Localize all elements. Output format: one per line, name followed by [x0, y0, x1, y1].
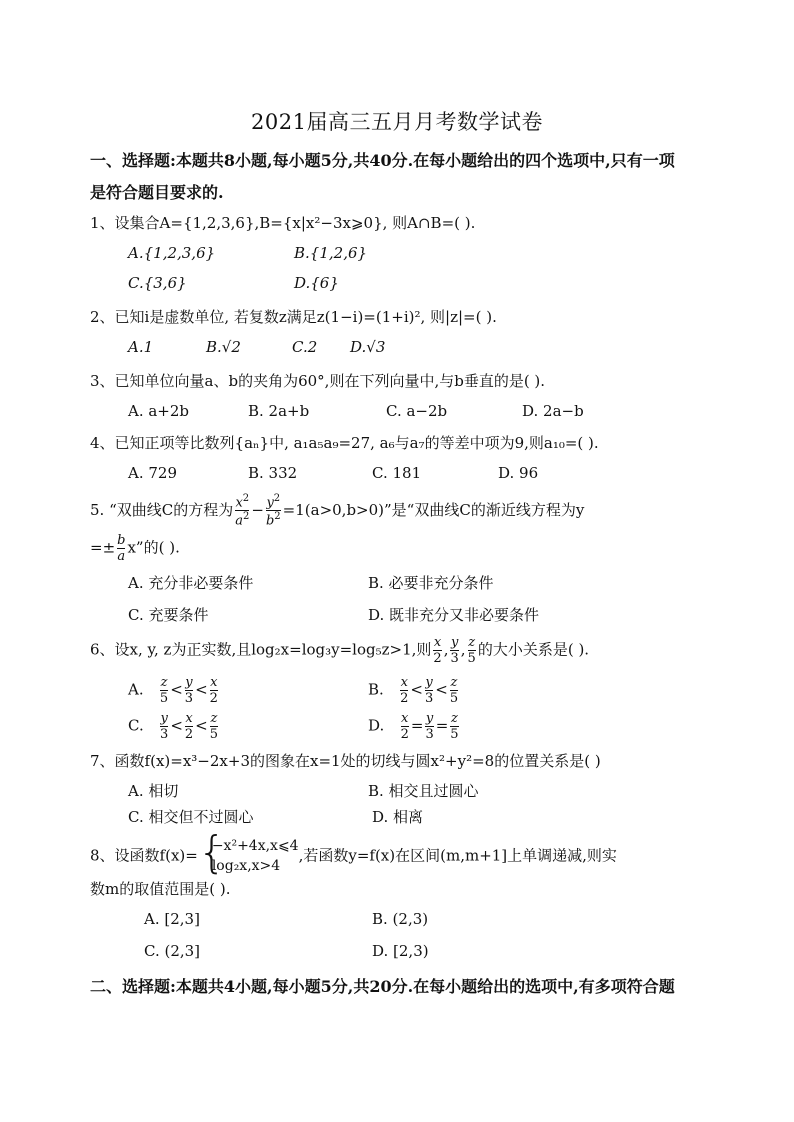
- question-7-option-d: D. 相离: [372, 808, 424, 826]
- section-1-instructions-line-2: 是符合题目要求的.: [90, 183, 224, 202]
- question-4-option-b: B. 332: [248, 464, 298, 482]
- question-6-stem-part-a: 6、设x, y, z为正实数,且log₂x=log₃y=log₅z>1,则: [90, 640, 432, 659]
- question-2-option-a: A.1: [128, 338, 154, 356]
- question-2-stem: 2、已知i是虚数单位, 若复数z满足z(1−i)=(1+i)², 则|z|=( ).: [90, 308, 497, 326]
- question-4-option-a: A. 729: [128, 464, 177, 482]
- fraction-x-over-2: $\frac{x}{2}$: [433, 635, 442, 666]
- question-4-stem: 4、已知正项等比数列{aₙ}中, a₁a₅a₉=27, a₆与a₇的等差中项为9,则a₁₀=( ).: [90, 434, 599, 452]
- question-1-option-b: B.{1,2,6}: [294, 244, 368, 262]
- question-5-option-b: B. 必要非充分条件: [368, 574, 494, 592]
- fraction-x2-over-a2: $\frac{x^2}{a^2}$: [235, 493, 250, 529]
- fraction-y-over-3: $\frac{y}{3}$: [450, 635, 459, 666]
- question-1-option-d: D.{6}: [294, 274, 339, 292]
- left-brace-icon: {: [197, 827, 226, 878]
- question-2-option-b: B.√2: [206, 338, 241, 356]
- piecewise-function: [197, 827, 299, 878]
- question-5-option-d: D. 既非充分又非必要条件: [368, 606, 540, 624]
- question-1-stem: 1、设集合A={1,2,3,6},B={x|x²−3x⩾0}, 则A∩B=( ).: [90, 214, 476, 232]
- question-4-option-c: C. 181: [372, 464, 422, 482]
- question-5-stem-part-c: =±: [90, 538, 116, 557]
- question-8-option-b: B. (2,3): [372, 910, 429, 928]
- question-6-option-c-label: C.: [128, 716, 144, 735]
- question-6-option-d: D. $\frac{x}{2}$ = $\frac{y}{3}$ = $\frac{z}{5}$: [368, 711, 459, 742]
- question-4-option-d: D. 96: [498, 464, 539, 482]
- question-7-option-c: C. 相交但不过圆心: [128, 808, 254, 826]
- question-6-option-d-label: D.: [368, 716, 385, 735]
- question-3-stem: 3、已知单位向量a、b的夹角为60°,则在下列向量中,与b垂直的是( ).: [90, 372, 546, 390]
- question-8-option-c: C. (2,3]: [144, 942, 201, 960]
- section-1-instructions-line-1: 一、选择题:本题共8小题,每小题5分,共40分.在每小题给出的四个选项中,只有一项: [90, 151, 675, 170]
- question-8-stem-part-a: 8、设函数f(x)=: [90, 846, 198, 865]
- question-7-stem: 7、函数f(x)=x³−2x+3的图象在x=1处的切线与圆x²+y²=8的位置关系是( ): [90, 752, 601, 770]
- question-5-option-a: A. 充分非必要条件: [128, 574, 254, 592]
- question-6-stem: 6、设x, y, z为正实数,且log₂x=log₃y=log₅z>1,则 $\frac{x}{2}$ , $\frac{y}{3}$ , $\frac{z}{5}$ 的大小关系是( ).: [90, 635, 590, 666]
- question-8-option-d: D. [2,3): [372, 942, 429, 960]
- fraction-z-over-5: $\frac{z}{5}$: [467, 635, 476, 666]
- question-1-option-c: C.{3,6}: [128, 274, 187, 292]
- question-8-stem-part-b: ,若函数y=f(x)在区间(m,m+1]上单调递减,则实: [298, 846, 617, 865]
- question-3-option-c: C. a−2b: [386, 402, 448, 420]
- question-2-option-c: C.2: [292, 338, 318, 356]
- fraction-y2-over-b2: $\frac{y^2}{b^2}$: [265, 493, 281, 529]
- question-7-option-b: B. 相交且过圆心: [368, 782, 479, 800]
- question-6-option-b-label: B.: [368, 680, 384, 699]
- piecewise-case-2: log₂x,x>4: [211, 858, 281, 875]
- question-6-option-c: C. $\frac{y}{3}$ < $\frac{x}{2}$ < $\frac{z}{5}$: [128, 711, 219, 742]
- question-5-stem-line-1: 5. “双曲线C的方程为 $\frac{x^2}{a^2}$ − $\frac{y^2}{b^2}$ =1(a>0,b>0)”是“双曲线C的渐近线方程为y: [90, 493, 585, 529]
- fraction-b-over-a: $\frac{b}{a}$: [117, 533, 126, 564]
- question-5-stem-part-a: 5. “双曲线C的方程为: [90, 500, 234, 519]
- section-2-instructions-line-1: 二、选择题:本题共4小题,每小题5分,共20分.在每小题给出的选项中,有多项符合题: [90, 977, 675, 996]
- piecewise-case-1: −x²+4x,x⩽4: [211, 838, 299, 854]
- question-2-option-d: D.√3: [350, 338, 386, 356]
- question-3-option-a: A. a+2b: [128, 402, 190, 420]
- question-8-stem-line-1: [90, 827, 617, 878]
- page-title: 2021届高三五月月考数学试卷: [251, 110, 543, 134]
- question-6-option-b: B. $\frac{x}{2}$ < $\frac{y}{3}$ < $\frac{z}{5}$: [368, 675, 459, 706]
- question-8-stem-line-2: 数m的取值范围是( ).: [90, 880, 231, 898]
- question-5-stem-part-b: =1(a>0,b>0)”是“双曲线C的渐近线方程为y: [282, 500, 585, 519]
- question-8-option-a: A. [2,3]: [144, 910, 200, 928]
- question-6-option-a: A. $\frac{z}{5}$ < $\frac{y}{3}$ < $\frac{x}{2}$: [128, 675, 218, 706]
- question-3-option-b: B. 2a+b: [248, 402, 310, 420]
- question-1-option-a: A.{1,2,3,6}: [128, 244, 216, 262]
- question-6-stem-part-b: 的大小关系是( ).: [477, 640, 590, 659]
- question-7-option-a: A. 相切: [128, 782, 179, 800]
- question-3-option-d: D. 2a−b: [522, 402, 584, 420]
- question-6-option-a-label: A.: [128, 680, 144, 699]
- question-5-stem-part-d: x”的( ).: [127, 538, 180, 557]
- question-5-option-c: C. 充要条件: [128, 606, 209, 624]
- question-5-stem-line-2: [90, 534, 180, 563]
